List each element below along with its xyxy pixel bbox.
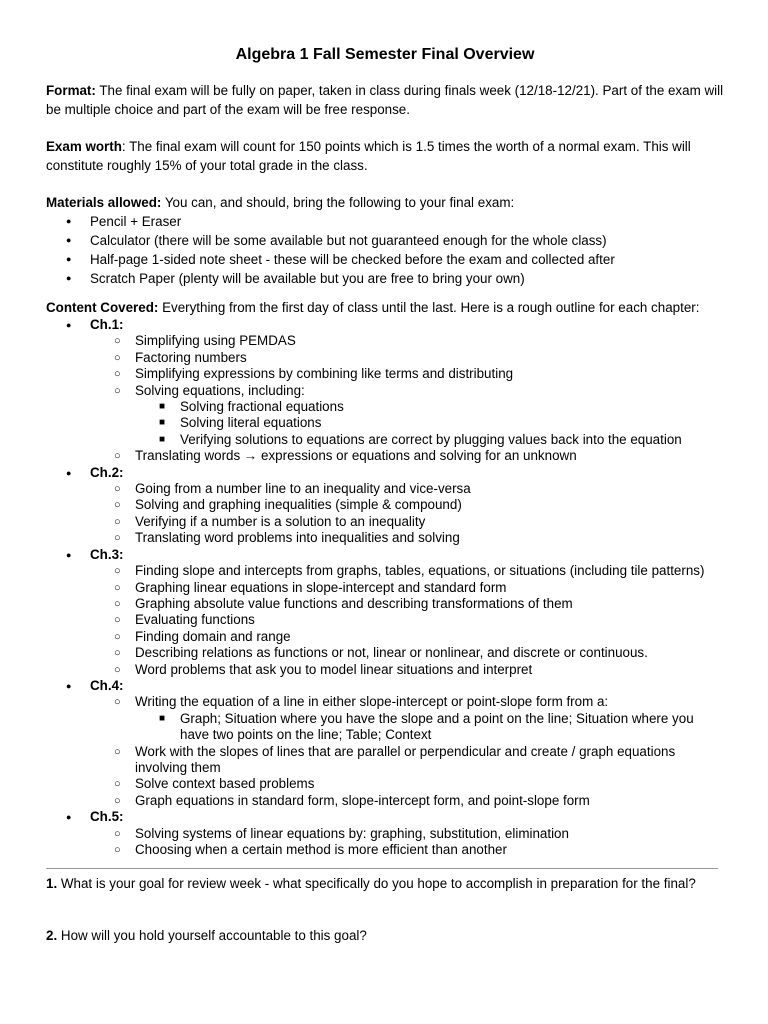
list-item: ○ Factoring numbers [90, 350, 724, 366]
content-label: Content Covered: [46, 300, 159, 315]
format-label: Format: [46, 83, 96, 98]
chapter-name: Ch.5: [90, 809, 124, 825]
list-item: ○ Word problems that ask you to model linear situations and interpret [90, 662, 724, 678]
chapter-name: Ch.3: [90, 546, 124, 562]
list-item [90, 694, 724, 743]
exam-worth-paragraph [46, 137, 724, 175]
list-item: ○ Translating words → expressions or equations and solving for an unknown [90, 448, 724, 464]
topic-list [90, 694, 724, 809]
list-item: ■ Graph; Situation where you have the slope and a point on the line; Situation where you have two points on the line; Table; Context [135, 711, 724, 744]
materials-label: Materials allowed: [46, 195, 162, 210]
content-text: Everything from the first day of class until the last. Here is a rough outline for each chapter: [158, 300, 700, 315]
list-item: ○ Verifying if a number is a solution to an inequality [90, 514, 724, 530]
format-paragraph [46, 81, 724, 119]
chapter-4 [46, 678, 724, 809]
topic-list [90, 481, 724, 547]
list-item: ○ Translating word problems into inequalities and solving [90, 530, 724, 546]
topic-list [90, 563, 724, 678]
question-2 [46, 927, 724, 945]
chapter-1 [46, 317, 724, 465]
chapter-2 [46, 465, 724, 547]
list-item: ○ Going from a number line to an inequality and vice-versa [90, 481, 724, 497]
list-item: ● Calculator (there will be some available but not guaranteed enough for the whole class) [46, 231, 724, 250]
materials-paragraph [46, 193, 724, 212]
exam-worth-text: : The final exam will count for 150 points which is 1.5 times the worth of a normal exam. This will constitute roughly 15% of your total grade in the class. [46, 139, 691, 173]
question-text: What is your goal for review week - what specifically do you hope to accomplish in preparation for the final? [57, 876, 696, 892]
list-item: ● Half-page 1-sided note sheet - these will be checked before the exam and collected after [46, 250, 724, 269]
list-item: ○ Evaluating functions [90, 612, 724, 628]
chapter-name: Ch.4: [90, 677, 124, 693]
list-item: ○ Simplifying expressions by combining like terms and distributing [90, 366, 724, 382]
topic-text: Solving equations, including: [135, 382, 305, 398]
list-item: ■ Solving fractional equations [135, 399, 724, 415]
list-item: ○ Solve context based problems [90, 776, 724, 792]
chapter-3 [46, 547, 724, 678]
question-1 [46, 875, 724, 893]
chapter-name: Ch.1: [90, 317, 124, 332]
list-item: ○ Work with the slopes of lines that are parallel or perpendicular and create / graph equations involving them [90, 744, 724, 777]
topic-list [90, 826, 724, 859]
list-item: ○ Graph equations in standard form, slope-intercept form, and point-slope form [90, 793, 724, 809]
list-item: ● Pencil + Eraser [46, 212, 724, 231]
list-item: ■ Verifying solutions to equations are correct by plugging values back into the equation [135, 432, 724, 448]
chapter-name: Ch.2: [90, 464, 124, 480]
list-item: ○ Solving and graphing inequalities (simple & compound) [90, 497, 724, 513]
content-paragraph [46, 298, 724, 317]
subtopic-list [135, 711, 724, 744]
list-item: ○ Simplifying using PEMDAS [90, 333, 724, 349]
list-item: ○ Choosing when a certain method is more efficient than another [90, 842, 724, 858]
list-item: ■ Solving literal equations [135, 415, 724, 431]
list-item: ○ Finding slope and intercepts from graphs, tables, equations, or situations (including tile patterns) [90, 563, 724, 579]
list-item: ○ Describing relations as functions or not, linear or nonlinear, and discrete or continuous. [90, 645, 724, 661]
topic-text: Writing the equation of a line in either slope-intercept or point-slope form from a: [135, 694, 609, 710]
chapter-list [46, 317, 724, 858]
list-item: ○ Graphing linear equations in slope-intercept and standard form [90, 580, 724, 596]
question-text: How will you hold yourself accountable to this goal? [57, 928, 367, 944]
list-item: ○ Solving systems of linear equations by: graphing, substitution, elimination [90, 826, 724, 842]
list-item [90, 383, 724, 449]
format-text: The final exam will be fully on paper, taken in class during finals week (12/18-12/21). Part of the exam will be multiple choice and part of the exam will be free response. [46, 83, 724, 117]
chapter-5 [46, 809, 724, 858]
list-item: ○ Graphing absolute value functions and describing transformations of them [90, 596, 724, 612]
materials-text: You can, and should, bring the following to your final exam: [161, 195, 515, 210]
materials-list [46, 212, 724, 288]
exam-worth-label: Exam worth [46, 139, 122, 154]
list-item: ○ Finding domain and range [90, 629, 724, 645]
section-divider [46, 868, 718, 869]
question-number: 1. [46, 876, 58, 892]
question-number: 2. [46, 928, 58, 944]
content-section [46, 298, 724, 858]
list-item: ● Scratch Paper (plenty will be available but you are free to bring your own) [46, 269, 724, 288]
document-title: Algebra 1 Fall Semester Final Overview [235, 46, 535, 63]
topic-list [90, 333, 724, 464]
subtopic-list [135, 399, 724, 448]
